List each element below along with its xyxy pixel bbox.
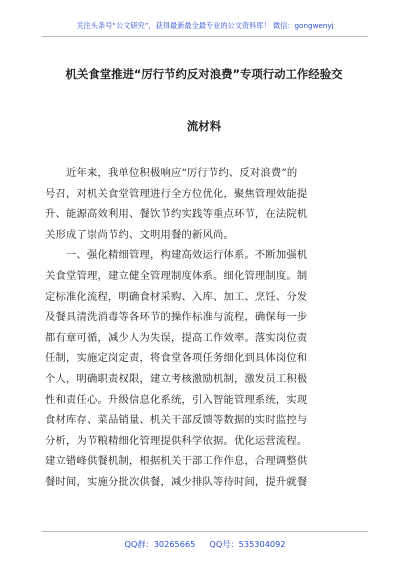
body-line: 性和责任心。升级信息化系统，引入智能管理系统，实现 (45, 393, 308, 406)
body-line: 关形成了崇尚节约、文明用餐的新风尚。 (45, 228, 234, 241)
body-line: 定标准化流程，明确食材采购、入库、加工、烹饪、分发 (45, 290, 308, 303)
body-line: 分析，为节粮精细化管理提供科学依据。优化运营流程。 (45, 434, 308, 447)
body-line: 任制，实施定岗定责，将食堂各项任务细化到具体岗位和 (45, 352, 308, 365)
body-line: 建立错峰供餐机制，根据机关干部工作作息，合理调整供 (45, 455, 308, 468)
body-line: 个人，明确职责权限，建立考核激励机制，激发员工积极 (45, 372, 308, 385)
footer-contact (42, 531, 368, 550)
body-line: 都有章可循，减少人为失误，提高工作效率。落实岗位责 (45, 331, 308, 344)
body-line: 近年来，我单位积极响应“厉行节约、反对浪费”的 (45, 167, 298, 179)
body-line: 关食堂管理，建立健全管理制度体系。细化管理制度。制 (45, 269, 308, 282)
header-notice: 关注头条号“公文研究”，获得最新最全最专业的公文资料库！ 微信：gongwenyj (42, 21, 368, 37)
body-line: 一、强化精细管理，构建高效运行体系。不断加强机 (45, 249, 308, 262)
document-title-line-2: 流材料 (186, 119, 222, 133)
body-line: 及餐具清洗消毒等各环节的操作标准与流程，确保每一步 (45, 311, 308, 324)
footer-qq-number: QQ号：535304092 (209, 539, 286, 549)
body-line: 升、能源高效利用、餐饮节约实践等重点环节，在法院机 (45, 208, 308, 221)
document-title-line-1: 机关食堂推进“厉行节约反对浪费”专项行动工作经验交 (65, 67, 343, 81)
body-line: 餐时间，实施分批次供餐，减少排队等待时间，提升就餐 (45, 475, 308, 488)
body-line: 食材库存、菜品销量、机关干部反馈等数据的实时监控与 (45, 414, 308, 427)
body-line: 号召，对机关食堂管理进行全方位优化，聚焦管理效能提 (45, 187, 308, 200)
document-body (45, 163, 363, 493)
footer-qq-group: QQ群：30265665 (124, 539, 196, 549)
